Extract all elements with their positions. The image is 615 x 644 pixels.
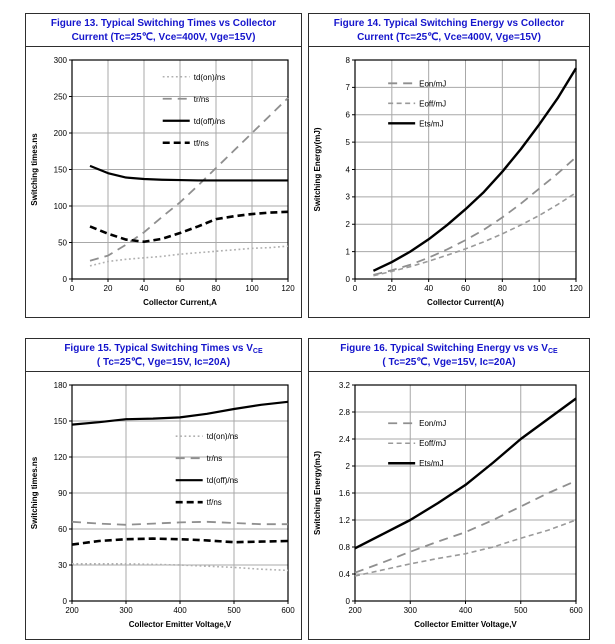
svg-text:90: 90 (58, 488, 67, 498)
legend (388, 79, 446, 128)
svg-text:0: 0 (352, 284, 358, 293)
svg-text:0: 0 (345, 274, 350, 284)
svg-text:1.6: 1.6 (338, 488, 350, 498)
figure-13-title-line2: Current (Tc=25℃, Vce=400V, Vge=15V) (71, 32, 256, 43)
svg-text:400: 400 (173, 606, 187, 615)
svg-text:5: 5 (345, 137, 350, 147)
figure-16-title-line2: ( Tc=25℃, Vge=15V, Ic=20A) (382, 357, 516, 368)
svg-text:50: 50 (58, 238, 67, 248)
svg-text:30: 30 (58, 560, 67, 570)
svg-text:0: 0 (345, 596, 350, 606)
svg-text:20: 20 (103, 284, 113, 293)
svg-text:6: 6 (345, 110, 350, 120)
svg-text:200: 200 (53, 128, 67, 138)
svg-text:40: 40 (424, 284, 434, 293)
svg-text:0: 0 (69, 284, 75, 293)
figure-14-panel (308, 13, 590, 318)
svg-text:250: 250 (53, 92, 67, 102)
axes (313, 381, 583, 629)
figure-14-title-line2: Current (Tc=25℃, Vce=400V, Vge=15V) (357, 32, 541, 43)
figure-15-panel (25, 338, 302, 640)
svg-text:Switching Energy(mJ): Switching Energy(mJ) (313, 127, 322, 212)
figure-14-title-line1: Figure 14. Typical Switching Energy vs Collector (333, 18, 565, 29)
gridlines (72, 60, 288, 279)
svg-text:tf/ns: tf/ns (193, 138, 209, 148)
legend (176, 432, 239, 507)
svg-text:120: 120 (569, 284, 583, 293)
svg-text:0.8: 0.8 (338, 542, 350, 552)
svg-text:Collector Current(A): Collector Current(A) (427, 298, 504, 307)
figure-15-title-line1: Figure 15. Typical Switching Times vs $V_{CE}$ (64, 343, 263, 355)
axes (313, 56, 583, 307)
chart-svg (26, 372, 301, 639)
svg-text:2: 2 (345, 461, 350, 471)
svg-text:80: 80 (497, 284, 507, 293)
svg-text:300: 300 (53, 55, 67, 65)
series (90, 98, 288, 266)
svg-text:120: 120 (53, 452, 67, 462)
figure-16-chart (309, 372, 589, 639)
figure-14-title (309, 14, 589, 47)
svg-text:600: 600 (281, 606, 295, 615)
svg-text:200: 200 (348, 606, 362, 615)
svg-text:td(off)/ns: td(off)/ns (193, 116, 226, 126)
svg-text:4: 4 (345, 165, 350, 175)
svg-text:1: 1 (345, 247, 350, 257)
figure-15-chart (26, 372, 301, 639)
svg-text:Switching Energy(mJ): Switching Energy(mJ) (313, 450, 322, 536)
svg-text:500: 500 (227, 606, 241, 615)
gridlines (355, 60, 576, 279)
svg-text:2: 2 (345, 220, 350, 230)
svg-text:Eoff/mJ: Eoff/mJ (419, 99, 447, 109)
figure-16-title-line1: Figure 16. Typical Switching Energy vs vs $V_{CE}$ (340, 343, 558, 355)
svg-text:400: 400 (458, 606, 473, 615)
svg-text:td(on)/ns: td(on)/ns (193, 72, 226, 82)
svg-text:200: 200 (65, 606, 79, 615)
svg-text:0: 0 (62, 596, 67, 606)
svg-text:Eon/mJ: Eon/mJ (419, 79, 447, 89)
svg-text:40: 40 (139, 284, 149, 293)
svg-text:80: 80 (211, 284, 221, 293)
svg-text:tf/ns: tf/ns (206, 498, 222, 508)
figure-13-title-line1: Figure 13. Typical Switching Times vs Collector (50, 18, 277, 29)
gridlines (355, 385, 576, 601)
svg-text:0.4: 0.4 (338, 569, 350, 579)
series-Eon/mJ (373, 157, 576, 275)
svg-text:Eoff/mJ: Eoff/mJ (419, 439, 447, 449)
svg-text:3.2: 3.2 (338, 380, 350, 390)
svg-text:tr/ns: tr/ns (206, 454, 223, 464)
figure-15-title-line2: ( Tc=25℃, Vge=15V, Ic=20A) (96, 357, 231, 368)
figure-13-title (26, 14, 301, 47)
svg-text:150: 150 (53, 165, 67, 175)
figure-16-title (309, 339, 589, 372)
chart-svg (309, 372, 589, 639)
svg-text:100: 100 (532, 284, 546, 293)
svg-text:60: 60 (58, 524, 67, 534)
svg-text:7: 7 (345, 83, 350, 93)
legend (388, 419, 446, 468)
figure-16-panel (308, 338, 590, 640)
svg-text:500: 500 (514, 606, 528, 615)
series-td(off)/ns (90, 166, 288, 181)
figure-14-chart (309, 47, 589, 317)
svg-text:Ets/mJ: Ets/mJ (419, 459, 444, 469)
svg-text:3: 3 (345, 192, 350, 202)
svg-text:600: 600 (569, 606, 583, 615)
chart-svg (309, 47, 589, 317)
svg-text:60: 60 (461, 284, 470, 293)
series (373, 68, 576, 276)
svg-text:Switching times.ns: Switching times.ns (30, 456, 39, 530)
figure-13-chart (26, 47, 301, 317)
svg-text:td(on)/ns: td(on)/ns (206, 432, 239, 442)
svg-text:120: 120 (281, 284, 295, 293)
svg-text:8: 8 (345, 55, 350, 65)
svg-text:100: 100 (245, 284, 259, 293)
chart-svg (26, 47, 301, 317)
svg-text:300: 300 (403, 606, 417, 615)
svg-text:1.2: 1.2 (338, 515, 350, 525)
svg-text:150: 150 (53, 416, 67, 426)
svg-text:60: 60 (175, 284, 185, 293)
svg-text:300: 300 (119, 606, 133, 615)
svg-text:Collector Emitter Voltage,V: Collector Emitter Voltage,V (128, 620, 232, 629)
svg-text:100: 100 (53, 201, 67, 211)
svg-text:Collector Current,A: Collector Current,A (143, 298, 217, 307)
svg-text:Eon/mJ: Eon/mJ (419, 419, 447, 429)
svg-text:180: 180 (53, 380, 67, 390)
svg-text:2.8: 2.8 (338, 407, 350, 417)
svg-text:Ets/mJ: Ets/mJ (419, 119, 444, 129)
svg-text:Switching times.ns: Switching times.ns (30, 133, 39, 206)
svg-text:tr/ns: tr/ns (193, 94, 210, 104)
svg-text:20: 20 (387, 284, 397, 293)
svg-text:Collector Emitter Voltage,V: Collector Emitter Voltage,V (414, 620, 517, 629)
svg-text:td(off)/ns: td(off)/ns (206, 476, 239, 486)
svg-text:0: 0 (62, 274, 67, 284)
figure-15-title (26, 339, 301, 372)
figure-13-panel (25, 13, 302, 318)
series-tf/ns (90, 212, 288, 242)
svg-text:2.4: 2.4 (338, 434, 350, 444)
